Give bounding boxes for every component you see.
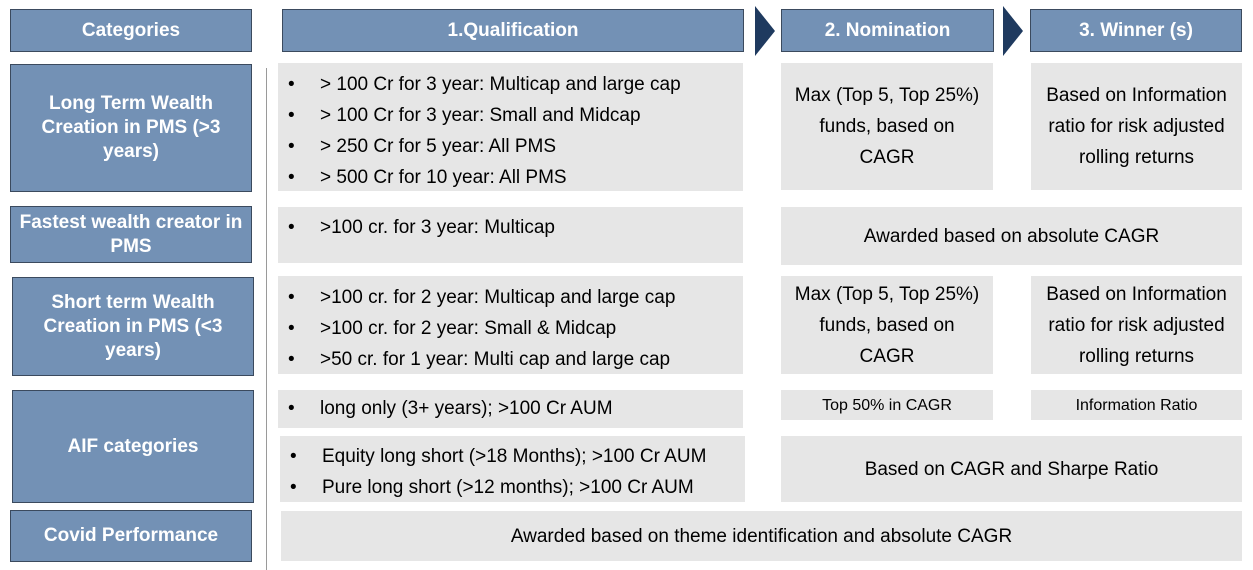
qualification-fastest-list xyxy=(278,212,743,243)
nomination-aif-long-only-text: Top 50% in CAGR xyxy=(822,396,952,414)
nomination-aif-long-only xyxy=(781,390,993,420)
header-categories xyxy=(10,9,252,52)
category-short-term xyxy=(12,277,254,376)
list-item: • > 250 Cr for 5 year: All PMS xyxy=(278,131,743,162)
step-arrow-icon xyxy=(755,6,775,56)
qualification-aif-long-only xyxy=(278,390,743,428)
qualification-aif-long-only-list xyxy=(278,393,743,424)
category-fastest-label: Fastest wealth creator in PMS xyxy=(19,211,243,257)
award-fastest xyxy=(781,207,1242,265)
list-item: • >100 cr. for 3 year: Multicap xyxy=(278,212,743,243)
list-item: • >100 cr. for 2 year: Small & Midcap xyxy=(278,313,743,344)
winner-aif-long-only xyxy=(1031,390,1242,420)
nomination-long-term-text: Max (Top 5, Top 25%) funds, based on CAGR xyxy=(794,85,980,168)
category-aif xyxy=(12,390,254,503)
list-item: • Equity long short (>18 Months); >100 Cr AUM xyxy=(280,441,745,472)
award-fastest-text: Awarded based on absolute CAGR xyxy=(863,225,1160,247)
header-nomination-label: 2. Nomination xyxy=(824,19,951,41)
winner-aif-long-only-text: Information Ratio xyxy=(1075,396,1198,414)
category-aif-label: AIF categories xyxy=(67,435,199,457)
winner-long-term-text: Based on Information ratio for risk adjusted rolling returns xyxy=(1046,85,1227,168)
category-long-term xyxy=(10,64,252,192)
list-item: • > 500 Cr for 10 year: All PMS xyxy=(278,162,743,193)
winner-long-term xyxy=(1031,63,1242,190)
category-fastest xyxy=(10,206,252,263)
header-nomination xyxy=(781,9,994,52)
qualification-aif-long-short-list xyxy=(280,441,745,503)
nomination-short-term-text: Max (Top 5, Top 25%) funds, based on CAGR xyxy=(794,283,980,367)
column-divider xyxy=(266,68,267,570)
qualification-long-term-list xyxy=(278,69,743,193)
list-item: • Pure long short (>12 months); >100 Cr AUM xyxy=(280,472,745,503)
header-qualification-label: 1.Qualification xyxy=(447,19,579,41)
list-item: • > 100 Cr for 3 year: Multicap and large cap xyxy=(278,69,743,100)
list-item: • > 100 Cr for 3 year: Small and Midcap xyxy=(278,100,743,131)
award-aif-long-short xyxy=(781,436,1242,502)
winner-short-term xyxy=(1031,276,1242,374)
list-item: • long only (3+ years); >100 Cr AUM xyxy=(278,393,743,424)
category-covid-label: Covid Performance xyxy=(43,525,219,546)
list-item: • >100 cr. for 2 year: Multicap and large cap xyxy=(278,282,743,313)
category-long-term-label: Long Term Wealth Creation in PMS (>3 years) xyxy=(41,93,221,162)
award-covid xyxy=(281,511,1242,561)
qualification-aif-long-short xyxy=(280,436,745,502)
header-categories-label: Categories xyxy=(81,19,181,41)
list-item: • >50 cr. for 1 year: Multi cap and large cap xyxy=(278,344,743,375)
award-covid-text: Awarded based on theme identification and absolute CAGR xyxy=(510,525,1013,547)
category-covid xyxy=(10,510,252,562)
qualification-short-term xyxy=(278,276,743,374)
nomination-short-term xyxy=(781,276,993,374)
qualification-short-term-list xyxy=(278,282,743,375)
header-winners-label: 3. Winner (s) xyxy=(1079,19,1193,41)
header-qualification xyxy=(282,9,744,52)
category-short-term-label: Short term Wealth Creation in PMS (<3 years) xyxy=(43,291,223,361)
qualification-long-term xyxy=(278,63,743,191)
qualification-fastest xyxy=(278,207,743,263)
step-arrow-icon xyxy=(1003,6,1023,56)
header-winners xyxy=(1030,9,1242,52)
winner-short-term-text: Based on Information ratio for risk adjusted rolling returns xyxy=(1046,283,1227,367)
nomination-long-term xyxy=(781,63,993,190)
award-aif-long-short-text: Based on CAGR and Sharpe Ratio xyxy=(864,458,1159,480)
